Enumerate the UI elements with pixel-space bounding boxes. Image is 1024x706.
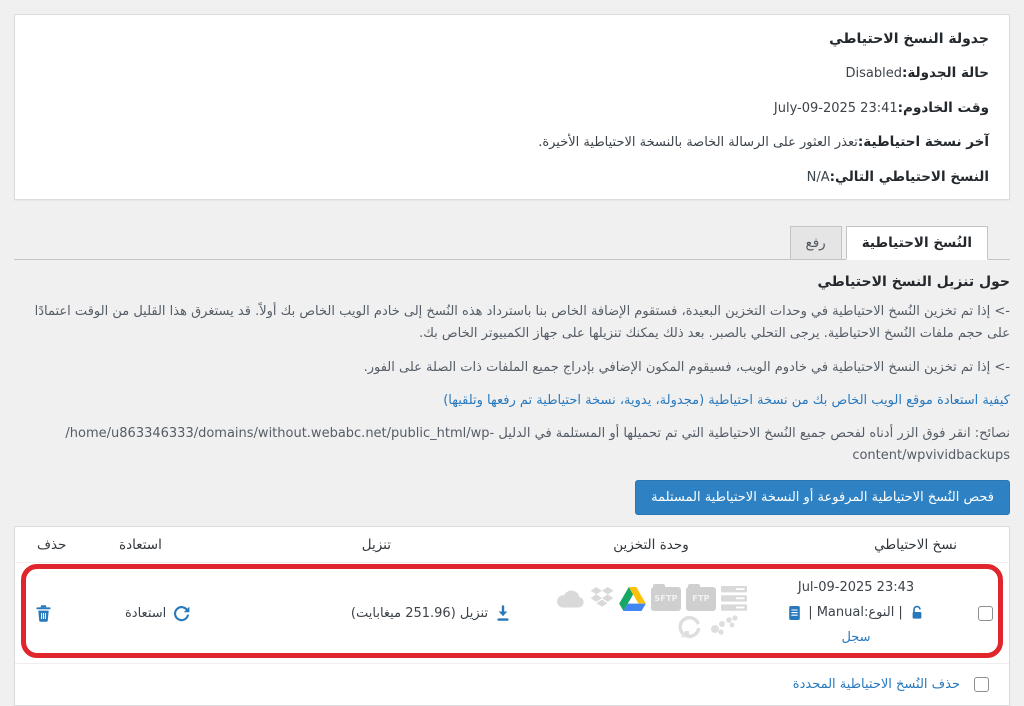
select-all-checkbox[interactable] (974, 677, 989, 692)
header-download: تنزيل (361, 536, 391, 553)
download-icon[interactable] (495, 605, 511, 622)
backups-tab-content (0, 274, 1024, 515)
server-time-value: July-09-2025 23:41 (773, 100, 898, 116)
restore-label: استعادة (125, 605, 167, 621)
tips-path-line2: content/wpvividbackups (852, 448, 1010, 464)
scan-uploaded-backups-button[interactable]: فحص النُسخ الاحتياطية المرفوعة أو النسخة الاحتياطية المستلمة (635, 480, 1010, 515)
download-action[interactable] (351, 605, 511, 622)
about-paragraph-remote: -> إذا تم تخزين النُسخ الاحتياطية في وحدات التخزين البعيدة، فستقوم الإضافة الخاص بنا باسترداد هذه النُسخ إلى خادم الويب الخاص بك أولاً. قد يستغرق هذا القليل من الوقت اعتمادًا على حجم ملفات النُسخ الاحتياطية. يرجى التحلي بالصبر. بعد ذلك يمكنك تنزيلها على جهاز الكمبيوتر الخاص بك. (34, 304, 1010, 342)
delete-selected-link[interactable]: حذف النُسخ الاحتياطية المحددة (792, 677, 960, 693)
about-download-heading: حول تنزيل النسخ الاحتياطي (817, 274, 1010, 290)
download-label: تنزيل (251.96 ميغابايت) (350, 605, 489, 621)
header-storage: وحدة التخزين (613, 536, 689, 553)
schedule-status-label: حالة الجدولة: (901, 65, 989, 81)
amazon-s3-icon (721, 586, 747, 611)
about-paragraph-localhost: -> إذا تم تخزين النسخ الاحتياطية في خادوم الويب، فسيقوم المكون الإضافي بإدراج جميع الملفات ذات الصلة على الفور. (363, 359, 1010, 375)
backup-table-row (15, 563, 1009, 664)
unlock-icon[interactable] (909, 605, 925, 621)
next-backup-row (35, 167, 989, 188)
pcloud-cluster-icon (709, 614, 741, 640)
tips-path-line1: /home/u863346333/domains/without.webabc.net/public_html/wp- (65, 426, 495, 442)
tips-prefix: نصائح: انقر فوق الزر أدناه لفحص جميع النُسخ الاحتياطية التي تم تحميلها أو المستلمة في الدليل (494, 426, 1010, 442)
sftp-icon: SFTP (651, 587, 681, 611)
last-backup-value: تعذر العثور على الرسالة الخاصة بالنسخة الاحتياطية الأخيرة. (538, 135, 858, 150)
header-backup: نسخ الاحتياطي (874, 536, 957, 553)
log-link[interactable]: سجل (841, 629, 871, 645)
digitalocean-icon (677, 615, 702, 639)
row-checkbox[interactable] (978, 606, 993, 621)
header-restore: استعادة (119, 536, 162, 553)
tips-text (14, 423, 1010, 467)
schedule-panel-title: جدولة النسخ الاحتياطي (829, 31, 989, 47)
onedrive-cloud-icon (555, 588, 585, 609)
table-footer-row (15, 664, 1009, 705)
how-to-restore-link[interactable]: كيفية استعادة موقع الويب الخاص بك من نسخة احتياطية (مجدولة، يدوية، نسخة احتياطية تم رفعها وتلقيها) (443, 393, 1010, 409)
schedule-status-row (35, 63, 989, 84)
server-time-row (35, 98, 989, 119)
server-time-label: وقت الخادوم: (897, 99, 989, 116)
backup-info-cell (751, 576, 961, 650)
backup-date: Jul-09-2025 23:43 (797, 580, 915, 596)
last-backup-label: آخر نسخة احتياطية: (857, 134, 989, 150)
log-file-icon[interactable] (787, 605, 802, 621)
schedule-status-value: Disabled (845, 66, 902, 81)
backup-type-text: | النوع:Manual | (808, 604, 903, 620)
table-header-row (15, 527, 1009, 563)
storage-cell (551, 586, 751, 640)
tab-upload[interactable]: رفع (790, 226, 842, 260)
restore-icon[interactable] (173, 605, 190, 622)
google-drive-icon (619, 587, 646, 611)
header-delete: حذف (37, 536, 67, 553)
backups-table (14, 526, 1010, 706)
tab-bar (14, 225, 1010, 260)
next-backup-label: النسخ الاحتياطي التالي: (829, 168, 989, 185)
last-backup-row (35, 132, 989, 153)
trash-icon[interactable] (35, 604, 52, 622)
next-backup-value: N/A (806, 169, 830, 185)
ftp-icon: FTP (686, 587, 716, 611)
dropbox-icon (590, 587, 614, 610)
tab-backups[interactable]: النُسخ الاحتياطية (846, 226, 988, 260)
backup-schedule-panel (14, 14, 1010, 200)
restore-action[interactable] (125, 605, 190, 622)
